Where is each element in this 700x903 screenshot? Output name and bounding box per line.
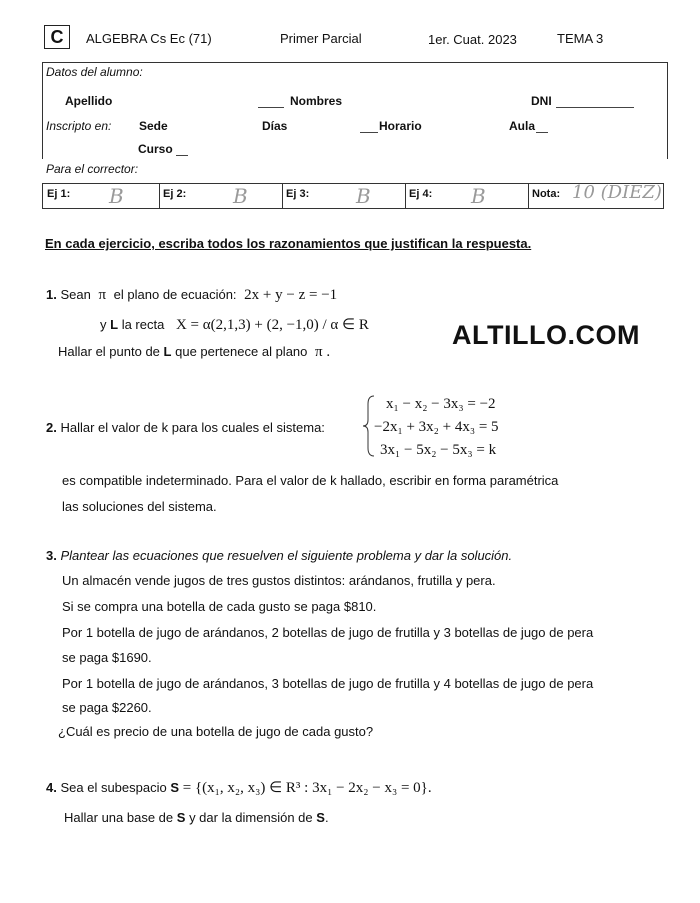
ex1-line2 — [100, 315, 369, 334]
ej3-label: Ej 3: — [286, 188, 310, 200]
ej1-grade: B — [109, 184, 124, 208]
dni-line[interactable] — [556, 95, 634, 108]
dias-line[interactable] — [360, 120, 378, 133]
nota-label: Nota: — [532, 188, 561, 200]
ex2-equation-1: x₁ − x₂ − 3x₃ = −2 — [386, 396, 496, 412]
tema-label: TEMA 3 — [557, 31, 604, 46]
ex3-line3: Si se compra una botella de cada gusto se paga $810. — [62, 599, 377, 614]
ex1-hallar-text: Hallar el punto de — [58, 344, 160, 359]
altillo-watermark: ALTILLO.COM — [452, 320, 640, 350]
ex2-paragraph-2: las soluciones del sistema. — [62, 499, 217, 514]
ex1-text-b: el plano de ecuación: — [113, 287, 237, 302]
ex4-number: 4. — [46, 780, 57, 795]
ej3-cell — [282, 184, 406, 208]
ex1-y: y — [100, 317, 107, 332]
ex1-L: L — [110, 317, 119, 332]
term-label: 1er. Cuat. 2023 — [428, 32, 517, 47]
ej1-cell — [43, 184, 160, 208]
ex2-text: Hallar el valor de k para los cuales el sistema: — [60, 420, 325, 435]
ex4-line2 — [64, 810, 329, 825]
course-name: ALGEBRA Cs Ec (71) — [86, 31, 212, 46]
ex1-pi2: π . — [315, 344, 331, 360]
exam-name: Primer Parcial — [280, 31, 362, 46]
ex2-equation-2: −2x₁ + 3x₂ + 4x₃ = 5 — [374, 419, 499, 435]
ex2-equation-3: 3x₁ − 5x₂ − 5x₃ = k — [380, 442, 497, 458]
inscripto-label: Inscripto en: — [46, 119, 112, 133]
ex3-line2: Un almacén vende jugos de tres gustos distintos: arándanos, frutilla y pera. — [62, 573, 496, 588]
ej4-cell — [405, 184, 529, 208]
ex4-S2: S — [176, 810, 186, 825]
ex4-line1 — [46, 778, 432, 797]
ex1-L2: L — [163, 344, 172, 359]
tema-letter-box: C — [44, 25, 70, 49]
ex1-plane-equation: 2x + y − z = −1 — [244, 287, 338, 303]
ex4-hallar-text: Hallar una base de — [64, 810, 174, 825]
dias-label: Días — [262, 119, 288, 133]
corrector-title: Para el corrector: — [46, 162, 139, 176]
ex3-line6: Por 1 botella de jugo de arándanos, 3 botellas de jugo de frutilla y 4 botellas de jugo de pera — [62, 676, 594, 691]
ej2-cell — [159, 184, 283, 208]
apellido-line[interactable] — [258, 95, 284, 108]
curso-line[interactable] — [176, 143, 188, 156]
ex3-line1 — [46, 548, 512, 563]
ex1-recta-text: la recta — [121, 317, 165, 332]
ex1-text-a: Sean — [60, 287, 91, 302]
ex1-line3 — [58, 344, 330, 361]
instructions: En cada ejercicio, escriba todos los razonamientos que justifican la respuesta. — [45, 236, 532, 251]
aula-line[interactable] — [536, 120, 548, 133]
ex1-number: 1. — [46, 287, 57, 302]
horario-label: Horario — [379, 119, 422, 133]
nota-cell — [528, 184, 662, 208]
apellido-label: Apellido — [65, 94, 113, 108]
ex3-line5: se paga $1690. — [62, 650, 152, 665]
ej2-grade: B — [233, 184, 248, 208]
nota-value: 10 (DIEZ) — [572, 182, 662, 203]
ex3-number: 3. — [46, 548, 57, 563]
ex4-dimension-text: y dar la dimensión de — [189, 810, 313, 825]
ex4-period: . — [324, 810, 329, 825]
dni-label: DNI — [531, 94, 552, 108]
ej4-label: Ej 4: — [409, 188, 433, 200]
ej4-grade: B — [471, 184, 486, 208]
aula-label: Aula — [509, 119, 536, 133]
curso-label: Curso — [138, 142, 173, 156]
ex4-subspace-equation: = {(x₁, x₂, x₃) ∈ R³ : 3x₁ − 2x₂ − x₃ = 0}. — [179, 780, 432, 796]
ex3-question: ¿Cuál es precio de una botella de jugo de cada gusto? — [58, 724, 374, 739]
ex2-line1 — [46, 420, 325, 435]
corrector-grade-table — [42, 183, 664, 209]
ej3-grade: B — [356, 184, 371, 208]
ej2-label: Ej 2: — [163, 188, 187, 200]
ex2-paragraph-1: es compatible indeterminado. Para el valor de k hallado, escribir en forma paramétrica — [62, 473, 559, 488]
ex3-line7: se paga $2260. — [62, 700, 152, 715]
nombres-label: Nombres — [290, 94, 343, 108]
ex4-text: Sea el subespacio — [60, 780, 167, 795]
ex3-instruction: Plantear las ecuaciones que resuelven el siguiente problema y dar la solución. — [60, 548, 513, 563]
ex1-line-equation: X = α(2,1,3) + (2, −1,0) / α ∈ R — [175, 317, 369, 333]
ex3-line4: Por 1 botella de jugo de arándanos, 2 botellas de jugo de frutilla y 3 botellas de jugo de pera — [62, 625, 594, 640]
ex4-S: S — [170, 780, 180, 795]
ex1-pi: π — [98, 287, 107, 303]
sede-label: Sede — [139, 119, 168, 133]
ex1-plano-text: que pertenece al plano — [175, 344, 308, 359]
ex1-line1 — [46, 287, 337, 304]
ex4-S3: S — [316, 810, 325, 825]
ej1-label: Ej 1: — [47, 188, 71, 200]
ex2-number: 2. — [46, 420, 57, 435]
student-data-title: Datos del alumno: — [46, 65, 143, 79]
